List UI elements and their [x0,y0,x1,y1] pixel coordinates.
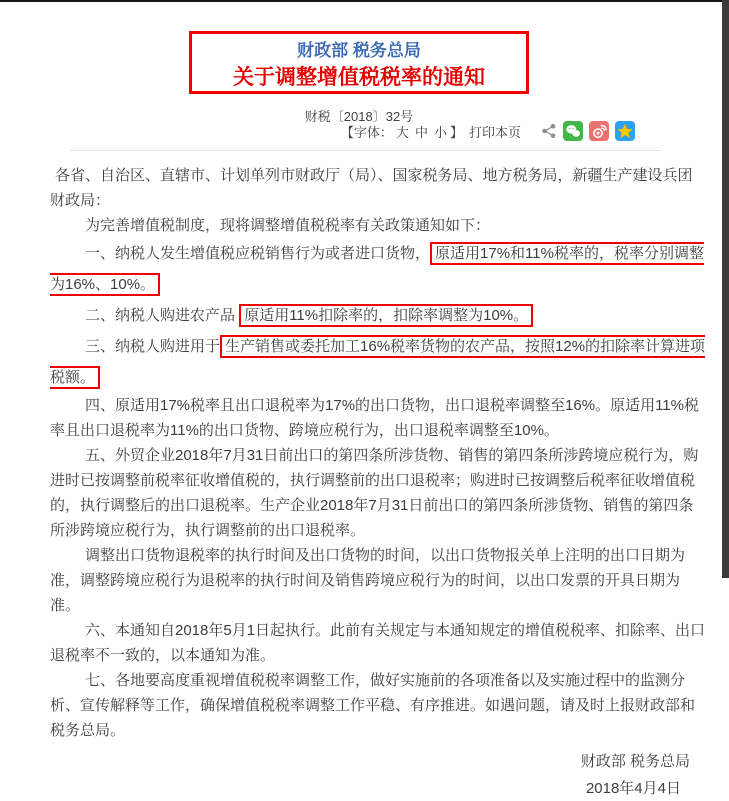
toolbar [341,120,635,142]
font-size-label: 【字体： [340,124,393,140]
print-button[interactable]: 打印本页 [468,124,521,140]
document-number: 财税〔2018〕32号 [304,109,414,124]
document-title-box [189,31,529,94]
signature-date: 2018年4月4日 [585,780,681,797]
article-7: 七、各地要高度重视增值税税率调整工作，做好实施前的各项准备以及实施过程中的监测分析、宣传解释等工作，确保增值税税率调整工作平稳、有序推进。如遇问题，请及时上报财政部和税务总局。 [50,672,696,739]
share-icon[interactable] [541,121,557,141]
highlight-box-2: 原适用11%扣除率的，扣除率调整为10%。 [239,304,533,327]
font-size-large-button[interactable]: 大 [395,124,409,140]
font-size-small-button[interactable]: 小 [433,124,447,140]
article-3-text: 三、纳税人购进用于 [85,338,221,355]
article-4: 四、原适用17%税率且出口退税率为17%的出口货物，出口退税率调整至16%。原适用11%税率且出口退税率为11%的出口货物、跨境应税行为，出口退税率调整至10%。 [50,397,699,439]
weibo-icon[interactable] [589,121,609,141]
article-1-text: 一、纳税人发生增值税应税销售行为或者进口货物， [85,245,431,262]
header-divider [69,150,661,151]
document-title: 关于调整增值税税率的通知 [233,66,485,89]
signature-agency: 财政部 税务总局 [580,753,690,770]
window-top-edge [0,0,729,2]
qzone-star-icon[interactable] [615,121,635,141]
issuing-agency: 财政部 税务总局 [297,41,421,60]
article-5-supplement: 调整出口货物退税率的执行时间及出口货物的时间，以出口货物报关单上注明的出口日期为准，调整跨境应税行为退税率的执行时间及销售跨境应税行为的时间，以出口发票的开具日期为准。 [50,547,686,614]
wechat-icon[interactable] [563,121,583,141]
document-body [50,163,706,801]
highlight-box-3: 生产销售或委托加工16%税率货物的农产品，按照12%的扣除率计算进项税额。 [50,335,705,389]
article-2-text: 二、纳税人购进农产品 [85,307,236,324]
window-right-edge [722,0,729,578]
intro-paragraph: 为完善增值税制度，现将调整增值税税率有关政策通知如下： [85,217,491,234]
article-3 [50,331,706,393]
font-size-medium-button[interactable]: 中 [414,124,428,140]
font-size-label-close: 】 [449,124,463,140]
addressee-line: 各省、自治区、直辖市、计划单列市财政厅（局）、国家税务局、地方税务局，新疆生产建设兵团财政局： [50,167,693,209]
article-1 [50,238,706,300]
article-6: 六、本通知自2018年5月1日起执行。此前有关规定与本通知规定的增值税税率、扣除率、出口退税率不一致的，以本通知为准。 [50,622,706,664]
article-5: 五、外贸企业2018年7月31日前出口的第四条所涉货物、销售的第四条所涉跨境应税行为，购进时已按调整前税率征收增值税的，执行调整前的出口退税率；购进时已按调整后税率征收增值税的，执行调整后的出口退税率。生产企业2018年7月31日前出口的第四条所涉货物、销售的第四条所涉跨境应税行为，执行调整前的出口退税率。 [50,447,699,539]
article-2 [50,300,706,331]
highlight-box-1: 原适用17%和11%税率的，税率分别调整为16%、10%。 [50,242,704,296]
